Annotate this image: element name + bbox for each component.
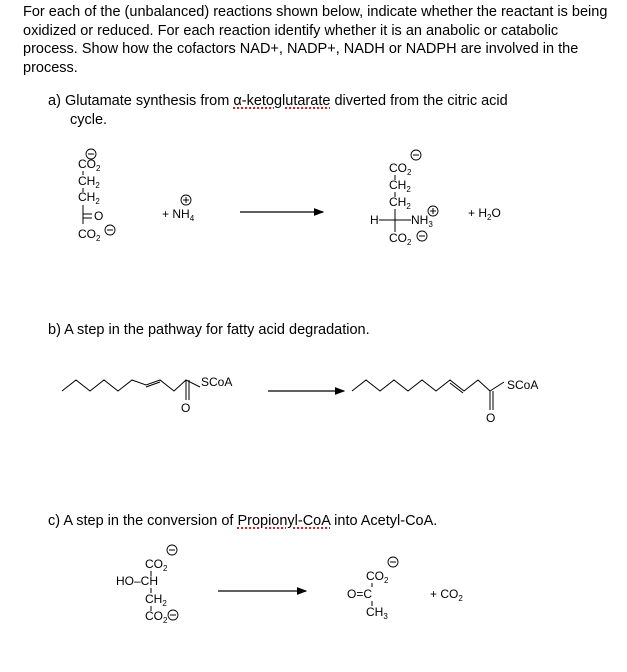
fatty-acyl-coa-product (352, 380, 504, 410)
svg-text:HO–CH: HO–CH (116, 574, 159, 588)
svg-text:CH2: $CH_2$ (389, 195, 411, 211)
part-a-label: a) (48, 93, 61, 109)
co2-byproduct (430, 587, 463, 603)
water-byproduct (468, 206, 501, 222)
svg-text:+ H2O: + $H_2O$ (468, 206, 501, 222)
svg-text:CH2: $CH_2$ (389, 178, 411, 194)
svg-text:CO2: $CO_2$ (389, 161, 412, 177)
svg-text:+ NH4: + $NH_4$ (162, 207, 195, 223)
instructions-text: For each of the (unbalanced) reactions shown below, indicate whether the reactant is being oxidized or reduced. For each reaction identify whether it is an anabolic or catabolic process. Show how the cofactors NAD+, NADP+, NADH or NADPH are involved in the process. (23, 4, 608, 76)
product-scoa-label: SCoA (507, 378, 539, 392)
methylmalonate-like-reactant (116, 545, 178, 625)
svg-text:CH2: $CH_2$ (78, 190, 100, 206)
svg-text:+ CO2: + $CO_2$ (430, 587, 463, 603)
part-c-suffix: into Acetyl-CoA. (334, 513, 438, 529)
svg-text:NH3: $NH_3$ (411, 213, 433, 229)
ammonium-reagent (162, 195, 195, 223)
fatty-acyl-coa-reactant (62, 380, 200, 400)
svg-text:CO2: $CO_2$ (78, 157, 101, 173)
svg-text:O=C: O=C (347, 587, 373, 601)
part-a-alpha-ketoglutarate: α-ketoglutarate (233, 93, 331, 109)
svg-text:CO2: $CO_2$ (145, 609, 168, 625)
part-a-line2: cycle. (70, 111, 108, 128)
svg-text:CO2: $CO_2$ (366, 569, 389, 585)
glutamate-structure (370, 150, 438, 247)
part-b-label: b) (48, 322, 61, 338)
part-a-suffix: diverted from the citric acid (334, 93, 508, 109)
part-c-prefix: A step in the conversion of (63, 513, 234, 529)
part-c-label: c) (48, 513, 61, 529)
reactant-carbonyl-oxygen: O (181, 401, 191, 415)
svg-text:CO2: $CO_2$ (145, 557, 168, 573)
svg-text:CO2: $CO_2$ (78, 227, 101, 243)
svg-text:H: H (370, 213, 379, 227)
pyruvate-like-product (347, 557, 398, 621)
svg-text:CH2: $CH_2$ (78, 174, 100, 190)
svg-text:CH2: $CH_2$ (145, 592, 167, 608)
part-c-propionyl-coa: Propionyl-CoA (237, 513, 331, 529)
svg-text:O: O (94, 209, 104, 223)
alpha-ketoglutarate-structure (78, 149, 115, 243)
part-a-prefix: Glutamate synthesis from (64, 93, 230, 109)
part-b-text: A step in the pathway for fatty acid degradation. (64, 322, 370, 338)
svg-text:CO2: $CO_2$ (389, 231, 412, 247)
reactant-scoa-label: SCoA (201, 375, 233, 389)
svg-text:CH3: $CH_3$ (366, 605, 388, 621)
product-carbonyl-oxygen: O (486, 411, 496, 425)
